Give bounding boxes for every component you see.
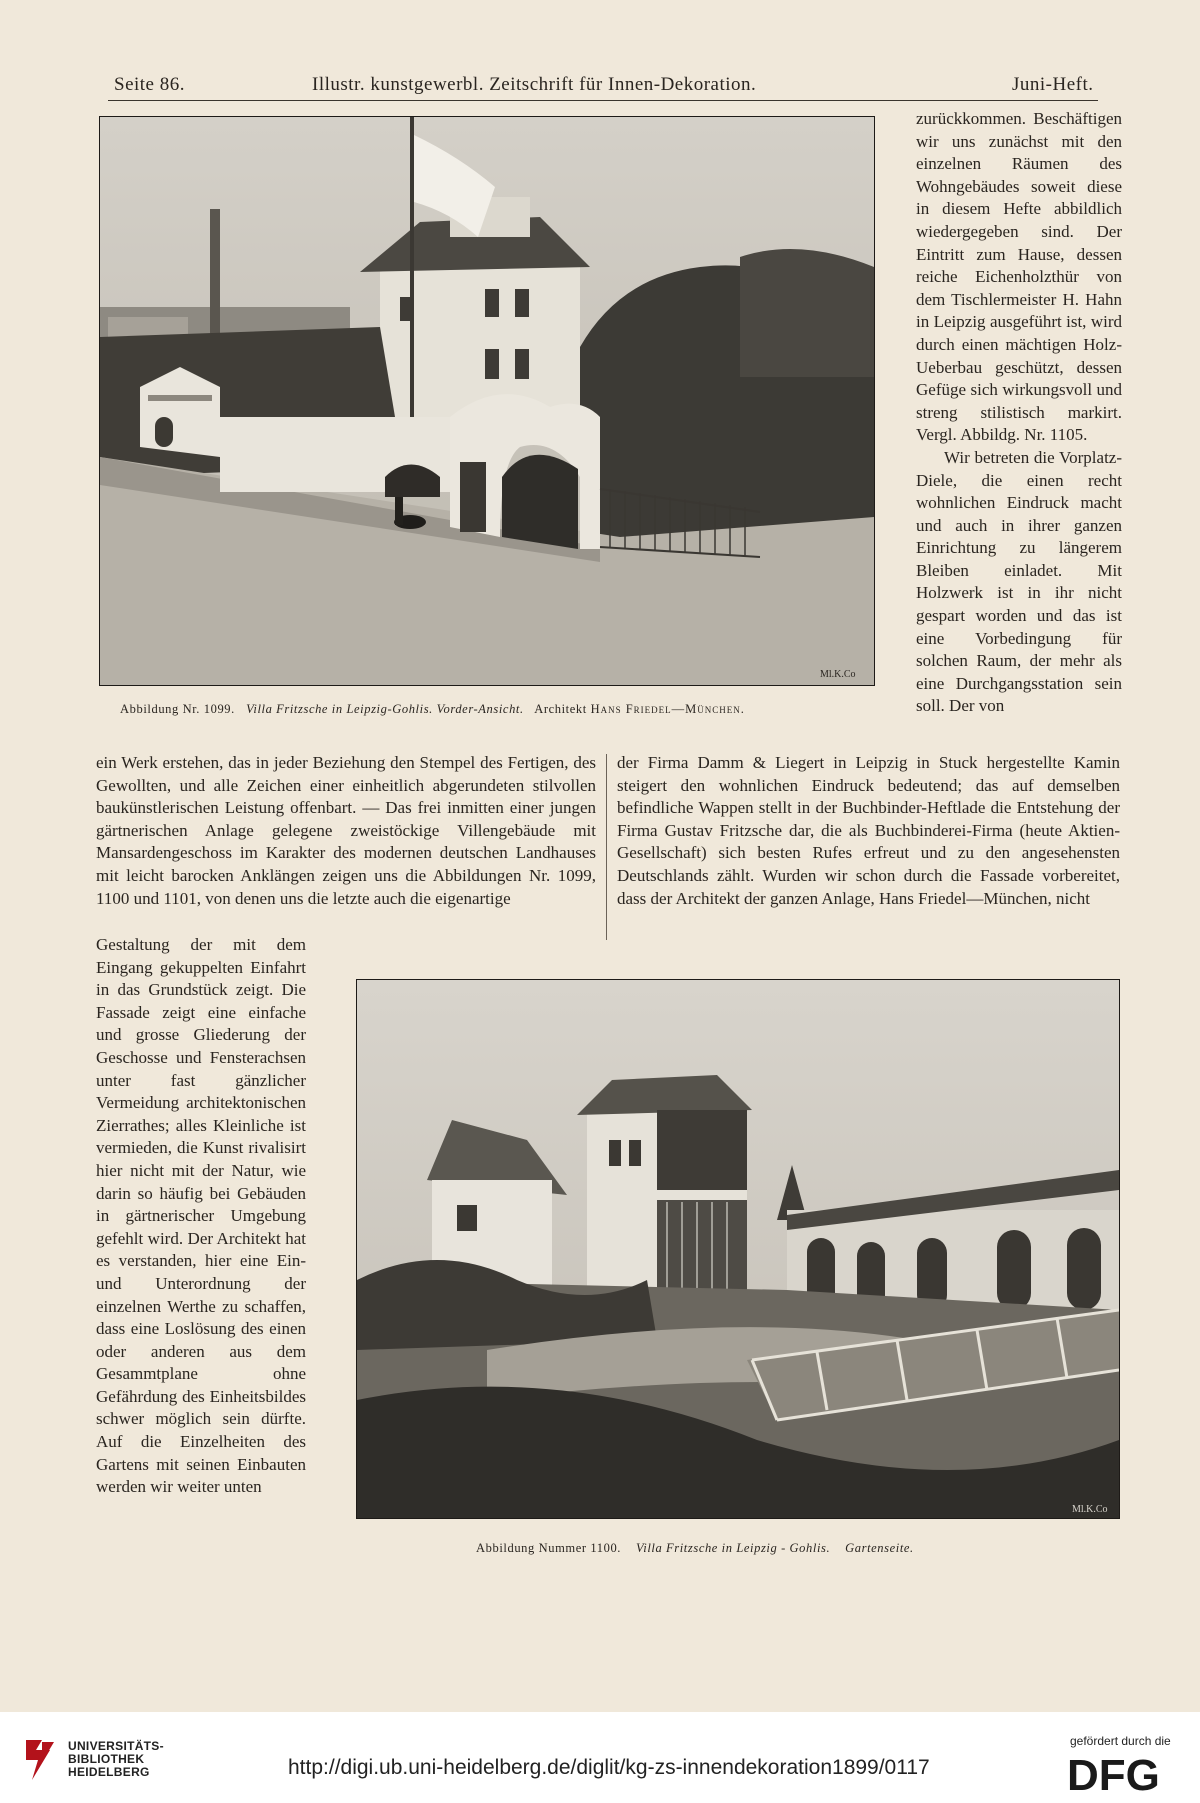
text-middle-right	[617, 752, 1120, 910]
issue-label: Juni-Heft.	[1012, 74, 1094, 95]
journal-title: Illustr. kunstgewerbl. Zeitschrift für Innen-Dekoration.	[312, 74, 757, 95]
photo-villa-garden-drawing	[357, 980, 1119, 1518]
header-rule	[108, 100, 1098, 101]
figure-1-caption-title: Villa Fritzsche in Leipzig-Gohlis. Vorder-Ansicht.	[246, 702, 524, 716]
library-name-line-1: UNIVERSITÄTS-	[68, 1739, 164, 1753]
figure-2-caption-view: Gartenseite.	[845, 1541, 914, 1555]
library-name-line-3: HEIDELBERG	[68, 1765, 150, 1779]
column-rule	[606, 754, 607, 940]
digitization-footer	[0, 1712, 1200, 1803]
text-right-column	[916, 108, 1122, 718]
right-column-paragraph-1: zurückkommen. Beschäftigen wir uns zunächst mit den einzelnen Räumen des Wohngebäudes soweit diese in diesem Hefte abbildlich wiedergegeben sind. Der Eintritt zum Hause, dessen reiche Eichenholzthür von dem Tischlermeister H. Hahn in Leipzig ausgeführt ist, wird durch einen mächtigen Holz-Ueberbau geschützt, dessen Gefüge sich wirkungsvoll und streng stilistisch markirt. Vergl. Abbildg. Nr. 1105.	[916, 109, 1122, 445]
text-lower-left	[96, 934, 306, 1499]
dfg-logo-icon	[1067, 1752, 1185, 1794]
funding-note: gefördert durch die	[1070, 1734, 1171, 1748]
photo-watermark-2: Ml.K.Co	[1072, 1504, 1108, 1515]
figure-2-caption	[476, 1541, 914, 1556]
photo-villa-garden-view	[356, 979, 1120, 1519]
photo-watermark-1: Ml.K.Co	[820, 669, 856, 680]
library-name-line-2: BIBLIOTHEK	[68, 1752, 145, 1766]
permalink-url[interactable]: http://digi.ub.uni-heidelberg.de/diglit/kg-zs-innendekoration1899/0117	[288, 1756, 930, 1779]
photo-villa-front-view	[99, 116, 875, 686]
figure-2-caption-number: Abbildung Nummer 1100.	[476, 1541, 622, 1555]
lower-left-paragraph: Gestaltung der mit dem Eingang gekuppelten Einfahrt in das Grundstück zeigt. Die Fassade zeigt eine einfache und grosse Gliederung der Geschosse und Fensterachsen unter fast gänzlicher Vermeidung architektonischen Zierrathes; alles Kleinliche ist vermieden, die Kunst rivalisirt hier nicht mit der Natur, wie darin so häufig bei Gebäuden in gärtnerischer Umgebung gefehlt wird. Der Architekt hat es verstanden, hier eine Ein- und Unterordnung der einzelnen Werthe zu schaffen, dass eine Loslösung des einen oder anderen aus dem Gesammtplane ohne Gefährdung des Einheitsbildes schwer möglich sein dürfte. Auf die Einzelheiten des Gartens mit seinen Einbauten werden wir weiter unten	[96, 935, 306, 1497]
middle-right-paragraph: der Firma Damm & Liegert in Leipzig in Stuck hergestellte Kamin steigert den wohnlichen Eindruck bedeutend; das auf demselben befindliche Wappen stellt in der Buchbinder-Heftlade die Entstehung der Firma Gustav Fritzsche dar, die als Buchbinderei-Firma (heute Aktien-Gesellschaft) sich besten Rufes erfreut und zu den angesehensten Deutschlands zählt. Wurden wir schon durch die Fassade vorbereitet, dass der Architekt der ganzen Anlage, Hans Friedel—München, nicht	[617, 753, 1120, 908]
text-middle-left	[96, 752, 596, 910]
figure-1-caption	[120, 702, 745, 717]
figure-2-caption-title: Villa Fritzsche in Leipzig - Gohlis.	[635, 1541, 831, 1555]
figure-1-caption-architect-label: Architekt	[534, 702, 587, 716]
page-number: Seite 86.	[114, 74, 185, 95]
library-name	[68, 1740, 164, 1779]
ub-heidelberg-logo-icon	[20, 1736, 60, 1784]
middle-left-paragraph: ein Werk erstehen, das in jeder Beziehung den Stempel des Fertigen, des Gewollten, und alle Zeichen einer einheitlich abgerundeten stilvollen baukünstlerischen Leistung offenbart. — Das frei inmitten einer jungen gärtnerischen Anlage gelegene zweistöckige Villengebäude mit Mansardengeschoss im Karakter des modernen deutschen Landhauses mit leicht barocken Anklängen zeigen uns die Abbildungen Nr. 1099, 1100 und 1101, von denen uns die letzte auch die eigenartige	[96, 753, 596, 908]
figure-1-caption-architect: Hans Friedel—München.	[590, 702, 745, 716]
photo-villa-front-drawing	[100, 117, 874, 685]
right-column-paragraph-2: Wir betreten die Vorplatz-Diele, die einen recht wohnlichen Eindruck macht und auch in ihrer ganzen Einrichtung zu längerem Bleiben einladet. Mit Holzwerk ist in ihr nicht gespart worden und das ist eine Vorbedingung für solchen Raum, der mehr als eine Durchgangsstation sein soll. Der von	[916, 447, 1122, 716]
figure-1-caption-number: Abbildung Nr. 1099.	[120, 702, 235, 716]
dfg-logo-text: DFG	[1067, 1752, 1160, 1794]
